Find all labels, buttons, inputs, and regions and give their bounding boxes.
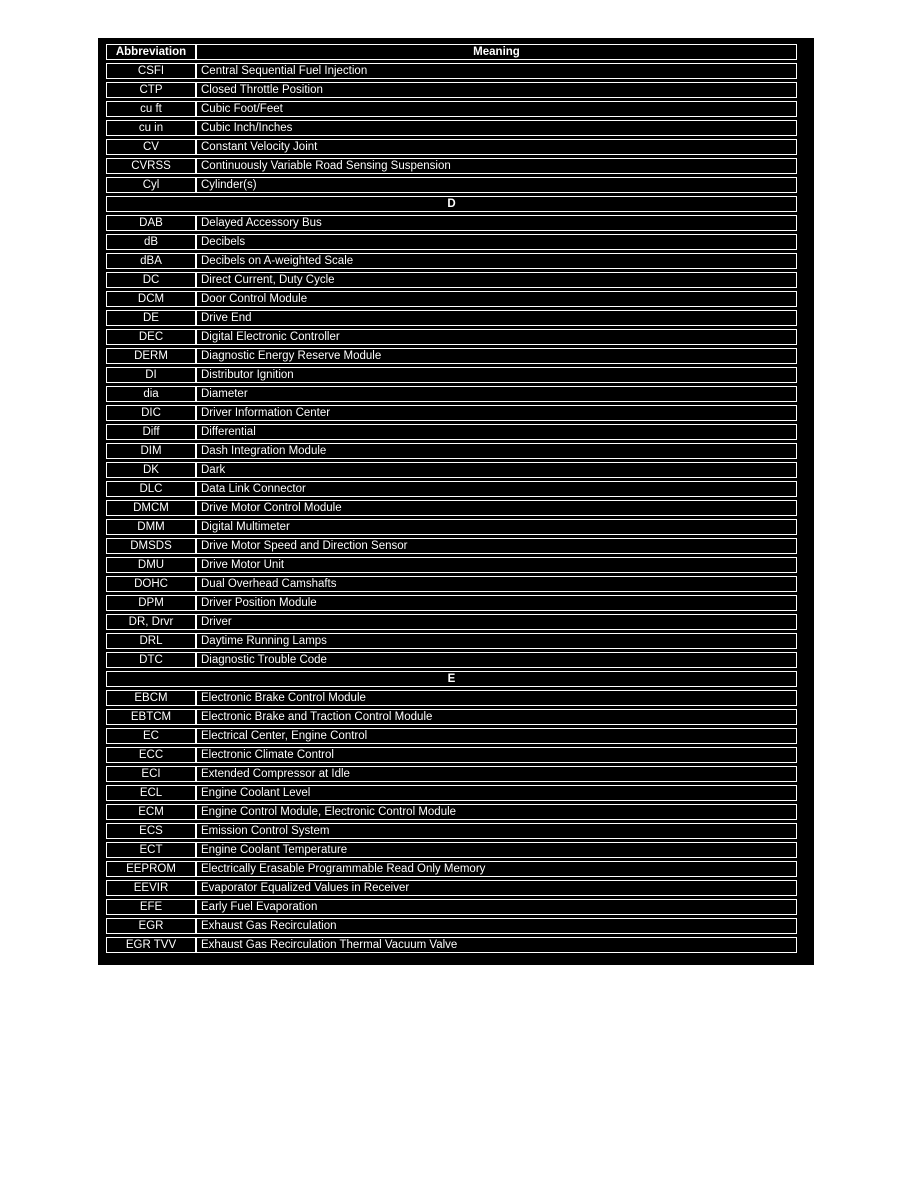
abbreviation-cell: DC bbox=[106, 272, 196, 288]
table-row bbox=[106, 120, 797, 136]
meaning-cell: Digital Multimeter bbox=[196, 519, 797, 535]
section-divider-row bbox=[106, 196, 797, 212]
meaning-cell: Exhaust Gas Recirculation Thermal Vacuum Valve bbox=[196, 937, 797, 953]
table-row bbox=[106, 842, 797, 858]
table-row bbox=[106, 785, 797, 801]
meaning-cell: Driver Position Module bbox=[196, 595, 797, 611]
table-row bbox=[106, 652, 797, 668]
table-row bbox=[106, 329, 797, 345]
abbreviation-cell: EEPROM bbox=[106, 861, 196, 877]
meaning-cell: Door Control Module bbox=[196, 291, 797, 307]
abbreviation-cell: EGR TVV bbox=[106, 937, 196, 953]
meaning-cell: Early Fuel Evaporation bbox=[196, 899, 797, 915]
meaning-cell: Digital Electronic Controller bbox=[196, 329, 797, 345]
abbreviation-cell: dBA bbox=[106, 253, 196, 269]
abbreviation-cell: DE bbox=[106, 310, 196, 326]
table-row bbox=[106, 861, 797, 877]
meaning-cell: Electronic Climate Control bbox=[196, 747, 797, 763]
table-row bbox=[106, 481, 797, 497]
table-row bbox=[106, 918, 797, 934]
abbreviation-cell: CV bbox=[106, 139, 196, 155]
abbreviation-cell: Diff bbox=[106, 424, 196, 440]
section-letter: D bbox=[106, 196, 797, 212]
meaning-cell: Driver bbox=[196, 614, 797, 630]
abbreviation-cell: DMCM bbox=[106, 500, 196, 516]
table-row bbox=[106, 215, 797, 231]
table-row bbox=[106, 709, 797, 725]
table-row bbox=[106, 443, 797, 459]
table-row bbox=[106, 538, 797, 554]
abbreviation-cell: ECT bbox=[106, 842, 196, 858]
table-row bbox=[106, 747, 797, 763]
meaning-cell: Emission Control System bbox=[196, 823, 797, 839]
table-row bbox=[106, 633, 797, 649]
meaning-cell: Electrical Center, Engine Control bbox=[196, 728, 797, 744]
abbreviation-cell: Cyl bbox=[106, 177, 196, 193]
abbreviation-table-frame bbox=[98, 38, 814, 965]
table-row bbox=[106, 614, 797, 630]
abbreviation-cell: dia bbox=[106, 386, 196, 402]
abbreviation-cell: DRL bbox=[106, 633, 196, 649]
meaning-cell: Cylinder(s) bbox=[196, 177, 797, 193]
abbreviation-cell: DERM bbox=[106, 348, 196, 364]
meaning-cell: Direct Current, Duty Cycle bbox=[196, 272, 797, 288]
table-row bbox=[106, 101, 797, 117]
abbreviation-cell: DI bbox=[106, 367, 196, 383]
abbreviation-cell: ECI bbox=[106, 766, 196, 782]
table-row bbox=[106, 557, 797, 573]
table-row bbox=[106, 82, 797, 98]
meaning-cell: Cubic Foot/Feet bbox=[196, 101, 797, 117]
meaning-cell: Drive End bbox=[196, 310, 797, 326]
meaning-cell: Engine Coolant Level bbox=[196, 785, 797, 801]
meaning-cell: Driver Information Center bbox=[196, 405, 797, 421]
table-row bbox=[106, 158, 797, 174]
table-header-row bbox=[106, 44, 797, 60]
table-row bbox=[106, 234, 797, 250]
abbreviation-cell: DCM bbox=[106, 291, 196, 307]
meaning-cell: Continuously Variable Road Sensing Suspension bbox=[196, 158, 797, 174]
table-row bbox=[106, 310, 797, 326]
table-row bbox=[106, 576, 797, 592]
abbreviation-cell: ECM bbox=[106, 804, 196, 820]
column-header-abbreviation: Abbreviation bbox=[106, 44, 196, 60]
abbreviation-cell: cu ft bbox=[106, 101, 196, 117]
meaning-cell: Exhaust Gas Recirculation bbox=[196, 918, 797, 934]
meaning-cell: Distributor Ignition bbox=[196, 367, 797, 383]
abbreviation-cell: CVRSS bbox=[106, 158, 196, 174]
table-row bbox=[106, 272, 797, 288]
abbreviation-cell: DMM bbox=[106, 519, 196, 535]
abbreviation-cell: CSFI bbox=[106, 63, 196, 79]
abbreviation-cell: EFE bbox=[106, 899, 196, 915]
meaning-cell: Engine Coolant Temperature bbox=[196, 842, 797, 858]
abbreviation-cell: DMU bbox=[106, 557, 196, 573]
table-row bbox=[106, 519, 797, 535]
table-row bbox=[106, 291, 797, 307]
table-row bbox=[106, 367, 797, 383]
section-divider-row bbox=[106, 671, 797, 687]
abbreviation-cell: DOHC bbox=[106, 576, 196, 592]
meaning-cell: Drive Motor Control Module bbox=[196, 500, 797, 516]
table-row bbox=[106, 253, 797, 269]
abbreviation-cell: DLC bbox=[106, 481, 196, 497]
abbreviation-cell: DPM bbox=[106, 595, 196, 611]
abbreviation-cell: cu in bbox=[106, 120, 196, 136]
meaning-cell: Daytime Running Lamps bbox=[196, 633, 797, 649]
section-letter: E bbox=[106, 671, 797, 687]
table-row bbox=[106, 500, 797, 516]
table-row bbox=[106, 424, 797, 440]
abbreviation-cell: ECS bbox=[106, 823, 196, 839]
abbreviation-cell: ECL bbox=[106, 785, 196, 801]
meaning-cell: Electronic Brake Control Module bbox=[196, 690, 797, 706]
abbreviation-cell: dB bbox=[106, 234, 196, 250]
abbreviation-cell: DAB bbox=[106, 215, 196, 231]
table-row bbox=[106, 766, 797, 782]
meaning-cell: Cubic Inch/Inches bbox=[196, 120, 797, 136]
table-row bbox=[106, 804, 797, 820]
meaning-cell: Drive Motor Unit bbox=[196, 557, 797, 573]
column-header-meaning: Meaning bbox=[196, 44, 797, 60]
table-row bbox=[106, 348, 797, 364]
table-row bbox=[106, 690, 797, 706]
abbreviation-cell: DTC bbox=[106, 652, 196, 668]
table-row bbox=[106, 880, 797, 896]
meaning-cell: Data Link Connector bbox=[196, 481, 797, 497]
abbreviation-table bbox=[106, 41, 797, 956]
meaning-cell: Dark bbox=[196, 462, 797, 478]
abbreviation-cell: DMSDS bbox=[106, 538, 196, 554]
meaning-cell: Closed Throttle Position bbox=[196, 82, 797, 98]
abbreviation-cell: CTP bbox=[106, 82, 196, 98]
table-row bbox=[106, 728, 797, 744]
abbreviation-cell: EC bbox=[106, 728, 196, 744]
table-row bbox=[106, 405, 797, 421]
abbreviation-cell: DK bbox=[106, 462, 196, 478]
abbreviation-cell: DIM bbox=[106, 443, 196, 459]
meaning-cell: Diagnostic Energy Reserve Module bbox=[196, 348, 797, 364]
meaning-cell: Electronic Brake and Traction Control Module bbox=[196, 709, 797, 725]
abbreviation-cell: EBTCM bbox=[106, 709, 196, 725]
meaning-cell: Extended Compressor at Idle bbox=[196, 766, 797, 782]
meaning-cell: Diameter bbox=[196, 386, 797, 402]
table-row bbox=[106, 462, 797, 478]
abbreviation-cell: EGR bbox=[106, 918, 196, 934]
table-row bbox=[106, 823, 797, 839]
abbreviation-cell: EEVIR bbox=[106, 880, 196, 896]
table-row bbox=[106, 177, 797, 193]
meaning-cell: Constant Velocity Joint bbox=[196, 139, 797, 155]
meaning-cell: Delayed Accessory Bus bbox=[196, 215, 797, 231]
abbreviation-cell: DR, Drvr bbox=[106, 614, 196, 630]
meaning-cell: Evaporator Equalized Values in Receiver bbox=[196, 880, 797, 896]
abbreviation-cell: DEC bbox=[106, 329, 196, 345]
abbreviation-cell: EBCM bbox=[106, 690, 196, 706]
table-row bbox=[106, 899, 797, 915]
table-row bbox=[106, 386, 797, 402]
meaning-cell: Diagnostic Trouble Code bbox=[196, 652, 797, 668]
meaning-cell: Central Sequential Fuel Injection bbox=[196, 63, 797, 79]
table-row bbox=[106, 937, 797, 953]
meaning-cell: Decibels bbox=[196, 234, 797, 250]
meaning-cell: Dual Overhead Camshafts bbox=[196, 576, 797, 592]
meaning-cell: Differential bbox=[196, 424, 797, 440]
abbreviation-cell: DIC bbox=[106, 405, 196, 421]
meaning-cell: Dash Integration Module bbox=[196, 443, 797, 459]
meaning-cell: Drive Motor Speed and Direction Sensor bbox=[196, 538, 797, 554]
table-row bbox=[106, 139, 797, 155]
table-row bbox=[106, 63, 797, 79]
table-row bbox=[106, 595, 797, 611]
meaning-cell: Electrically Erasable Programmable Read Only Memory bbox=[196, 861, 797, 877]
meaning-cell: Decibels on A-weighted Scale bbox=[196, 253, 797, 269]
meaning-cell: Engine Control Module, Electronic Control Module bbox=[196, 804, 797, 820]
abbreviation-cell: ECC bbox=[106, 747, 196, 763]
